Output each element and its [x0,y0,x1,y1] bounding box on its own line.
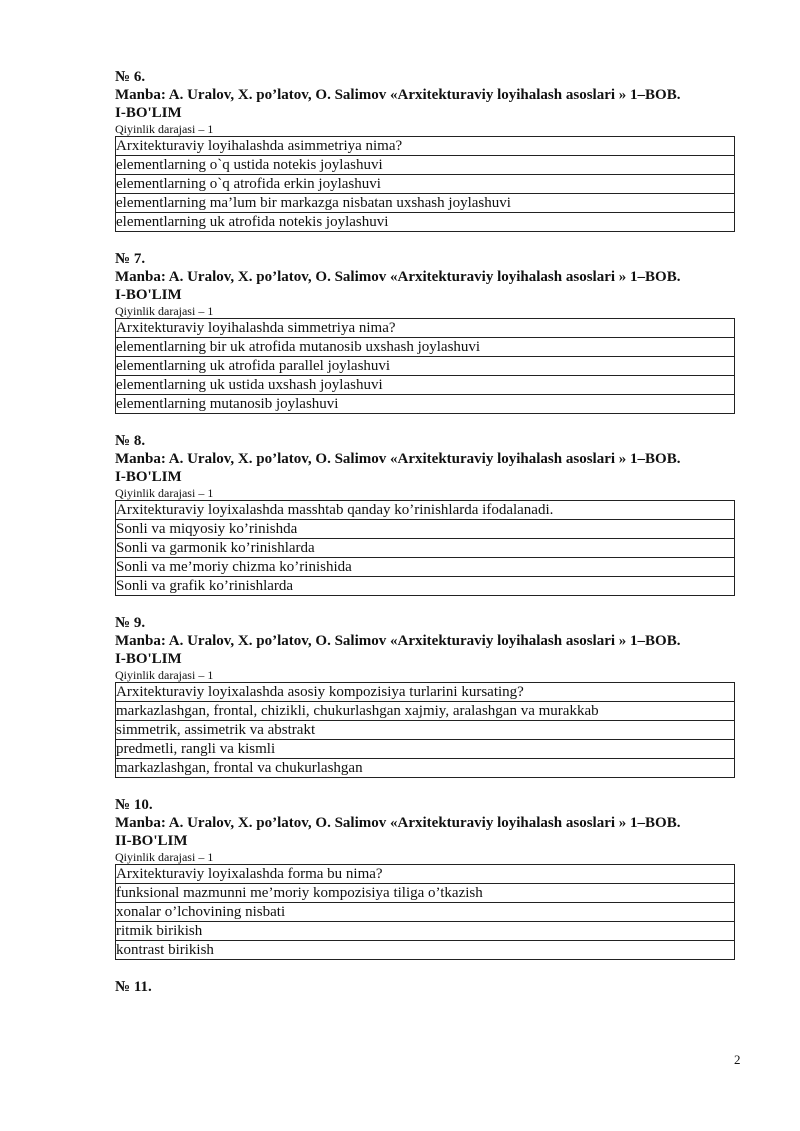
table-row [116,194,735,213]
question-table [115,136,735,232]
table-row [116,941,735,960]
source-section: I-BO'LIM [115,651,182,667]
question-table [115,682,735,778]
question-text: Arxitekturaviy loyihalashda simmetriya nima? [116,319,735,338]
answer-option: markazlashgan, frontal, chizikli, chukurlashgan xajmiy, aralashgan va murakkab [116,702,735,721]
question-number: № 10. [115,797,153,813]
answer-option: elementlarning uk ustida uxshash joylashuvi [116,376,735,395]
table-row [116,156,735,175]
source-section: II-BO'LIM [115,833,188,849]
question-number: № 9. [115,615,146,631]
answer-option: elementlarning ma’lum bir markazga nisbatan uxshash joylashuvi [116,194,735,213]
answer-option: elementlarning mutanosib joylashuvi [116,395,735,414]
table-row [116,884,735,903]
question-text: Arxitekturaviy loyixalashda asosiy kompozisiya turlarini kursating? [116,683,735,702]
question-block-7 [115,250,735,414]
question-table [115,500,735,596]
table-row [116,922,735,941]
source-section: I-BO'LIM [115,105,182,121]
table-row [116,903,735,922]
question-block-9 [115,614,735,778]
table-row [116,501,735,520]
table-row [116,740,735,759]
answer-option: elementlarning bir uk atrofida mutanosib uxshash joylashuvi [116,338,735,357]
answer-option: Sonli va miqyosiy ko’rinishda [116,520,735,539]
table-row [116,319,735,338]
page-number: 2 [734,1052,741,1067]
question-block-10 [115,796,735,960]
answer-option: elementlarning uk atrofida parallel joylashuvi [116,357,735,376]
table-row [116,683,735,702]
question-text: Arxitekturaviy loyixalashda forma bu nima? [116,865,735,884]
question-text: Arxitekturaviy loyihalashda asimmetriya nima? [116,137,735,156]
table-row [116,520,735,539]
answer-option: simmetrik, assimetrik va abstrakt [116,721,735,740]
question-table [115,318,735,414]
source-line: Manba: A. Uralov, X. po’latov, O. Salimov «Arxitekturaviy loyihalash asoslari » 1–BOB. [115,269,681,285]
table-row [116,395,735,414]
source-line: Manba: A. Uralov, X. po’latov, O. Salimov «Arxitekturaviy loyihalash asoslari » 1–BOB. [115,87,681,103]
answer-option: Sonli va garmonik ko’rinishlarda [116,539,735,558]
question-number: № 7. [115,251,146,267]
table-row [116,175,735,194]
question-block-8 [115,432,735,596]
answer-option: markazlashgan, frontal va chukurlashgan [116,759,735,778]
table-row [116,558,735,577]
table-row [116,721,735,740]
answer-option: elementlarning o`q atrofida erkin joylashuvi [116,175,735,194]
question-block-6 [115,68,735,232]
source-line: Manba: A. Uralov, X. po’latov, O. Salimov «Arxitekturaviy loyihalash asoslari » 1–BOB. [115,815,681,831]
question-number-next: № 11. [115,979,152,995]
answer-option: predmetli, rangli va kismli [116,740,735,759]
answer-option: funksional mazmunni me’moriy kompozisiya tiliga o’tkazish [116,884,735,903]
source-section: I-BO'LIM [115,287,182,303]
difficulty-level: Qiyinlik darajasi – 1 [115,304,214,318]
answer-option: Sonli va me’moriy chizma ko’rinishida [116,558,735,577]
answer-option: Sonli va grafik ko’rinishlarda [116,577,735,596]
document-body [115,68,735,996]
difficulty-level: Qiyinlik darajasi – 1 [115,668,214,682]
table-row [116,577,735,596]
answer-option: xonalar o’lchovining nisbati [116,903,735,922]
table-row [116,137,735,156]
table-row [116,539,735,558]
question-number: № 6. [115,69,146,85]
difficulty-level: Qiyinlik darajasi – 1 [115,850,214,864]
difficulty-level: Qiyinlik darajasi – 1 [115,486,214,500]
table-row [116,759,735,778]
source-line: Manba: A. Uralov, X. po’latov, O. Salimov «Arxitekturaviy loyihalash asoslari » 1–BOB. [115,633,681,649]
table-row [116,865,735,884]
question-text: Arxitekturaviy loyixalashda masshtab qanday ko’rinishlarda ifodalanadi. [116,501,735,520]
answer-option: ritmik birikish [116,922,735,941]
source-section: I-BO'LIM [115,469,182,485]
table-row [116,702,735,721]
question-table [115,864,735,960]
difficulty-level: Qiyinlik darajasi – 1 [115,122,214,136]
table-row [116,338,735,357]
answer-option: elementlarning o`q ustida notekis joylashuvi [116,156,735,175]
answer-option: kontrast birikish [116,941,735,960]
question-number: № 8. [115,433,146,449]
table-row [116,213,735,232]
table-row [116,376,735,395]
table-row [116,357,735,376]
source-line: Manba: A. Uralov, X. po’latov, O. Salimov «Arxitekturaviy loyihalash asoslari » 1–BOB. [115,451,681,467]
answer-option: elementlarning uk atrofida notekis joylashuvi [116,213,735,232]
